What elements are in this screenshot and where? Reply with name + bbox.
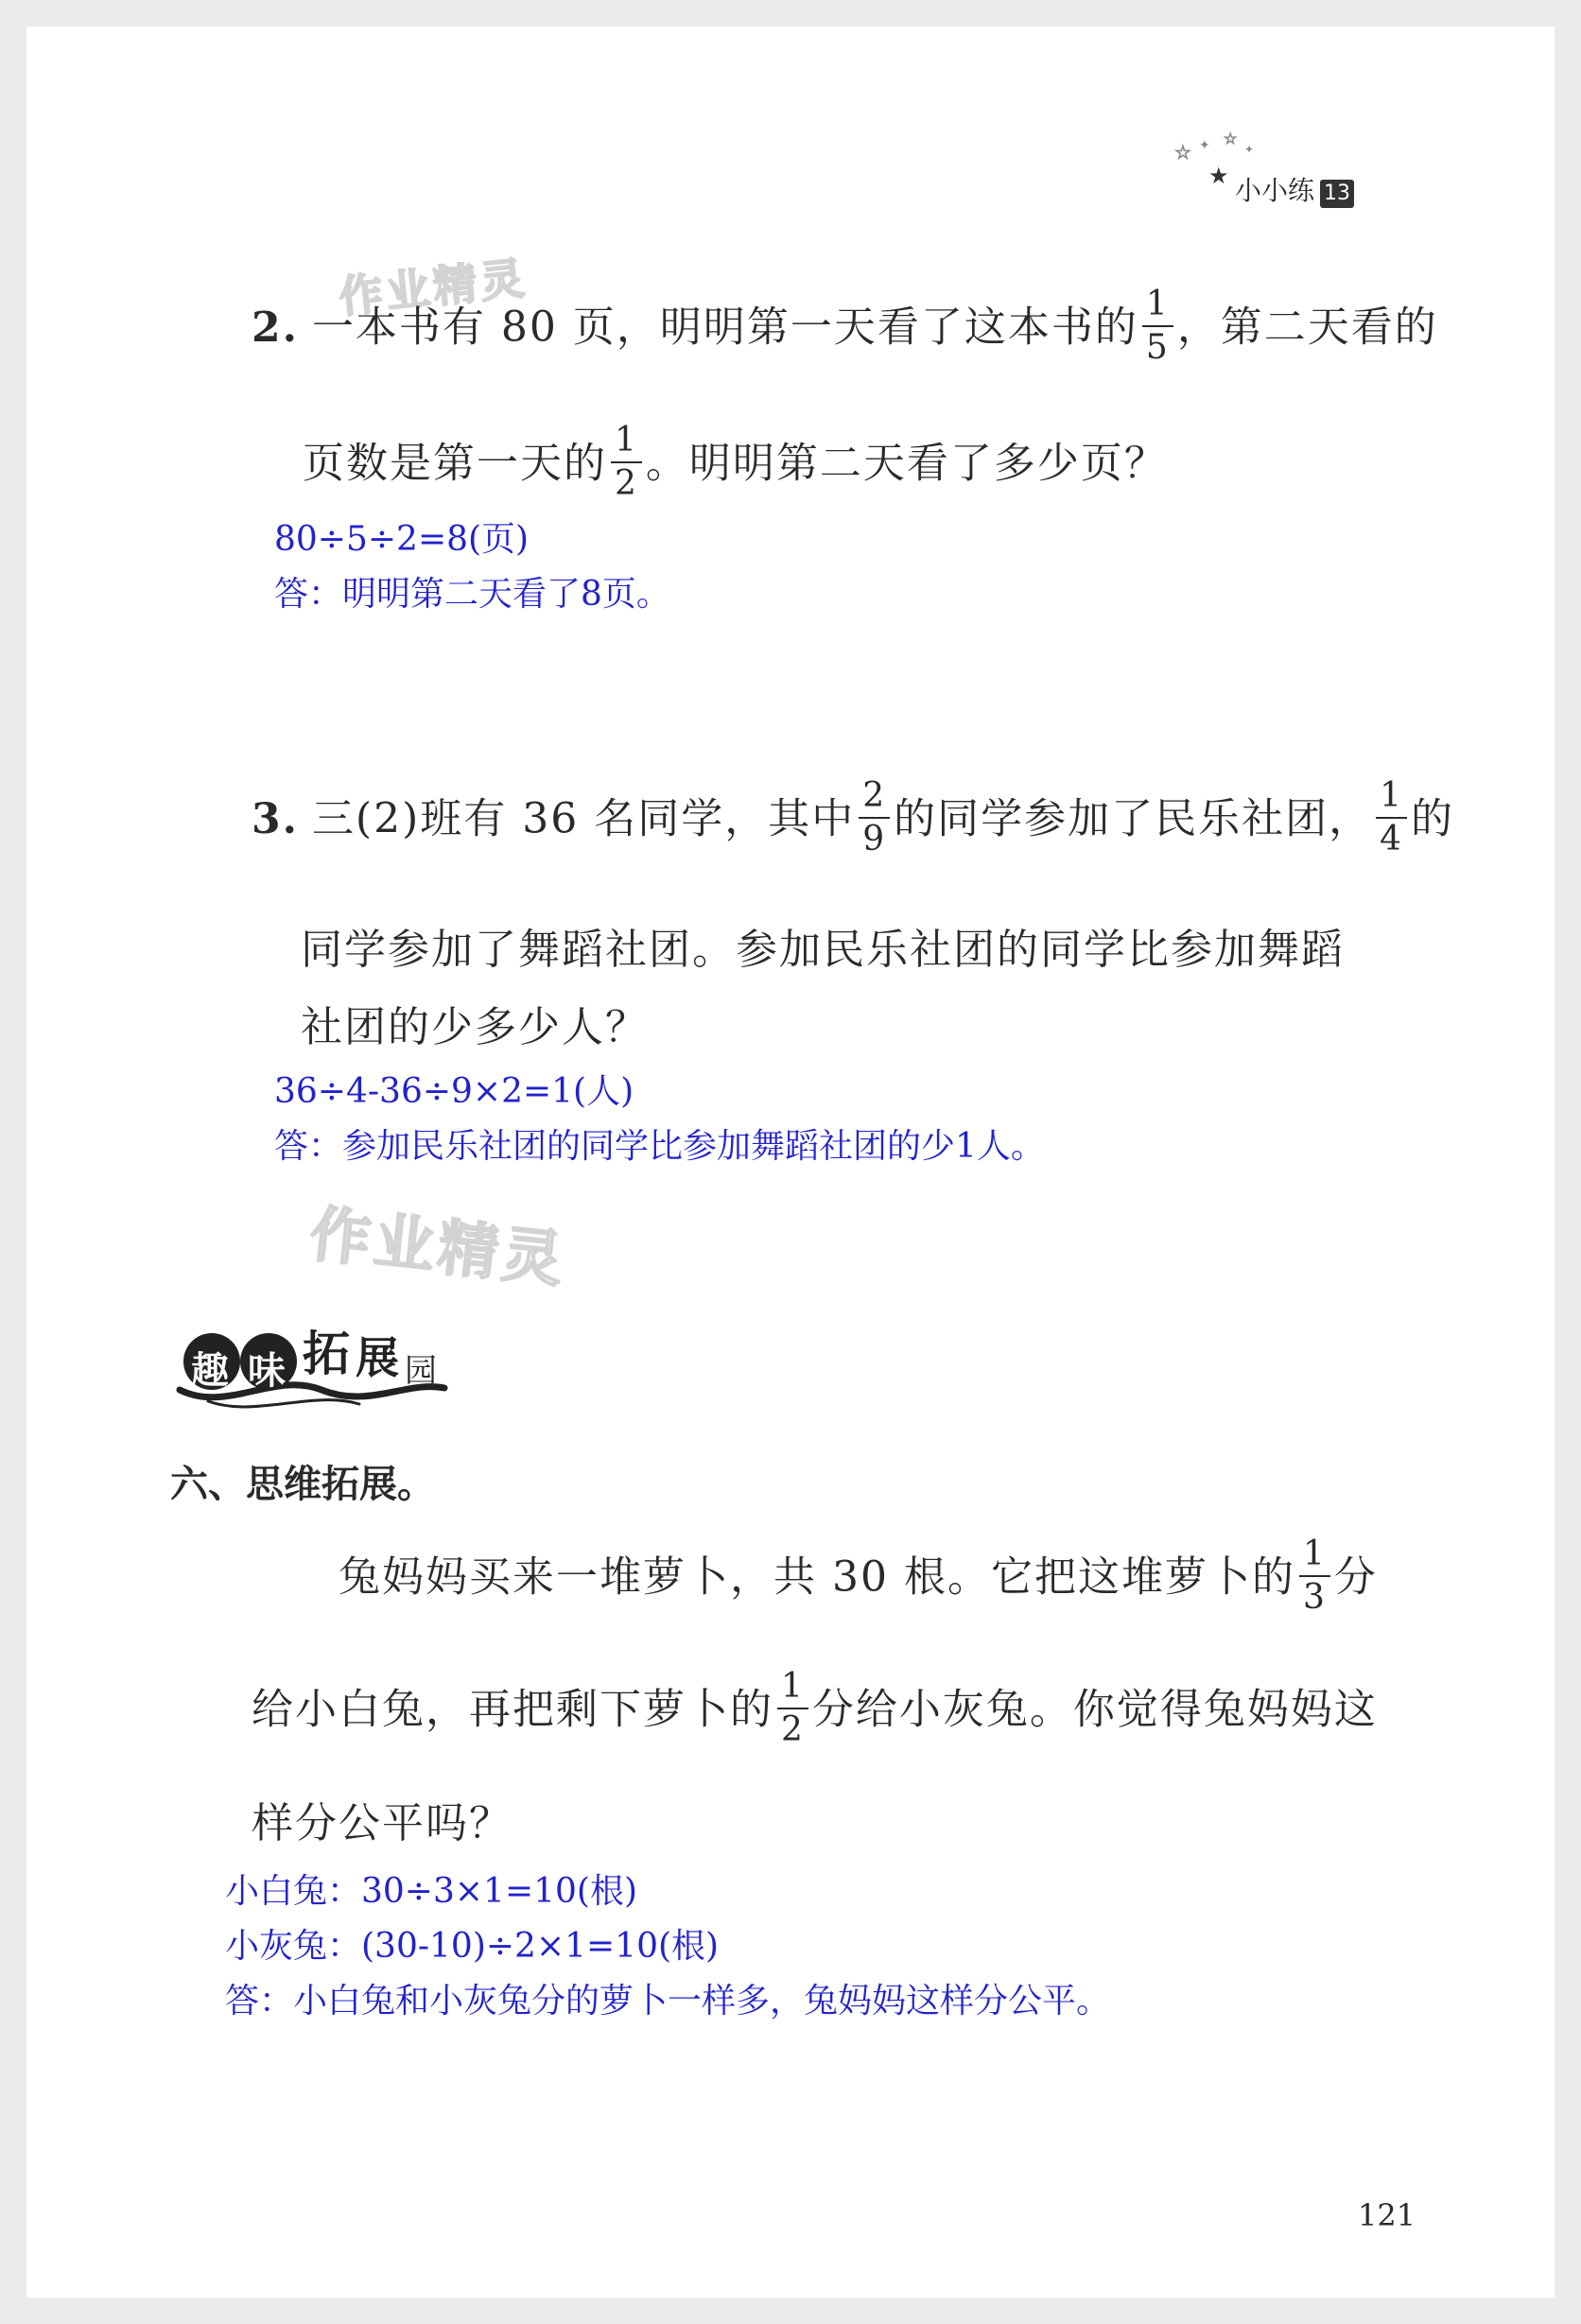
section6-line3: 样分公平吗？ [252, 1799, 513, 1847]
header-number-badge: 13 [1320, 180, 1354, 208]
q3-frac2-den: 4 [1376, 817, 1407, 857]
q3-fraction-2 [1376, 776, 1407, 858]
section6-frac1-den: 3 [1299, 1575, 1330, 1615]
q2-line1-text: 一本书有 80 页，明明第一天看了这本书的 [311, 303, 1138, 352]
fun-expansion-banner [170, 1314, 454, 1418]
section6-answer-2: 小灰兔：(30-10)÷2×1=10(根) [225, 1927, 720, 1966]
svg-text:☆: ☆ [1174, 141, 1191, 164]
q3-line2: 同学参加了舞蹈社团。参加民乐社团的同学比参加舞蹈 [301, 926, 1345, 974]
q3-line3: 社团的少多少人？ [301, 1003, 649, 1051]
q2-line2-tail: 。明明第二天看了多少页？ [645, 439, 1168, 488]
section6-answer-1: 小白兔：30÷3×1=10(根) [225, 1872, 638, 1911]
svg-text:☆: ☆ [1224, 130, 1238, 147]
watermark-middle: 作业精灵 [306, 1199, 570, 1296]
svg-text:★: ★ [1208, 163, 1229, 189]
banner-char-2: 味 [248, 1349, 286, 1393]
q3-frac1-den: 9 [859, 817, 890, 857]
section6-frac1-num: 1 [1302, 1535, 1327, 1573]
q2-line1-tail: ，第二天看的 [1176, 303, 1438, 352]
section6-title: 六、思维拓展。 [170, 1463, 435, 1506]
page-header [1235, 170, 1354, 208]
q2-frac1-num: 1 [1145, 285, 1170, 323]
section6-line1-text: 兔妈妈买来一堆萝卜，共 30 根。它把这堆萝卜的 [339, 1552, 1295, 1602]
q3-answer-calc: 36÷4-36÷9×2=1(人) [274, 1072, 634, 1111]
svg-text:✦: ✦ [1199, 138, 1210, 153]
q2-frac1-den: 5 [1142, 325, 1173, 365]
q2-frac2-den: 2 [611, 461, 642, 501]
banner-char-1: 趣 [191, 1349, 229, 1393]
q3-frac1-num: 2 [862, 776, 887, 815]
section6-answer-3: 答：小白兔和小灰兔分的萝卜一样多，兔妈妈这样分公平。 [225, 1982, 1111, 2020]
banner-char-4: 展 [356, 1332, 399, 1383]
section6-line2-text: 给小白兔，再把剩下萝卜的 [252, 1685, 773, 1734]
section6-frac2-den: 2 [777, 1708, 808, 1747]
q2-answer-calc: 80÷5÷2=8(页) [274, 520, 530, 559]
q2-number: 2. [252, 303, 299, 352]
section6-line2 [252, 1667, 1378, 1751]
section6-frac2-num: 1 [781, 1667, 805, 1706]
q2-line2-text: 页数是第一天的 [303, 439, 607, 488]
page-number: 121 [1358, 2197, 1416, 2233]
q2-line2 [303, 421, 1168, 505]
watermark-top: 作业精灵 [337, 251, 530, 323]
section6-line1 [339, 1535, 1378, 1619]
workbook-page [26, 26, 1555, 2298]
q3-answer-text: 答：参加民乐社团的同学比参加舞蹈社团的少1人。 [274, 1127, 1045, 1166]
section6-fraction-1 [1299, 1537, 1330, 1615]
q3-frac2-num: 1 [1380, 776, 1404, 815]
q2-answer-text: 答：明明第二天看了8页。 [274, 575, 670, 614]
q2-frac2-num: 1 [615, 421, 638, 460]
header-label: 小小练 [1235, 175, 1315, 206]
q3-line1-text: 三(2)班有 36 名同学，其中 [311, 794, 856, 843]
section6-fraction-2 [777, 1667, 808, 1749]
svg-text:✦: ✦ [1244, 143, 1255, 156]
q2-fraction-2 [611, 421, 642, 503]
q2-fraction-1 [1142, 287, 1173, 365]
q3-line1 [252, 776, 1455, 860]
q3-line1-mid: 的同学参加了民乐社团， [894, 794, 1373, 843]
q3-number: 3. [252, 794, 299, 843]
q3-line1-tail: 的 [1411, 794, 1455, 843]
section6-line1-tail: 分 [1333, 1552, 1378, 1602]
banner-char-5: 园 [405, 1352, 437, 1390]
q3-fraction-1 [859, 776, 890, 858]
banner-char-3: 拓 [303, 1327, 350, 1381]
section6-line2-tail: 分给小灰兔。你觉得兔妈妈这 [811, 1685, 1378, 1734]
